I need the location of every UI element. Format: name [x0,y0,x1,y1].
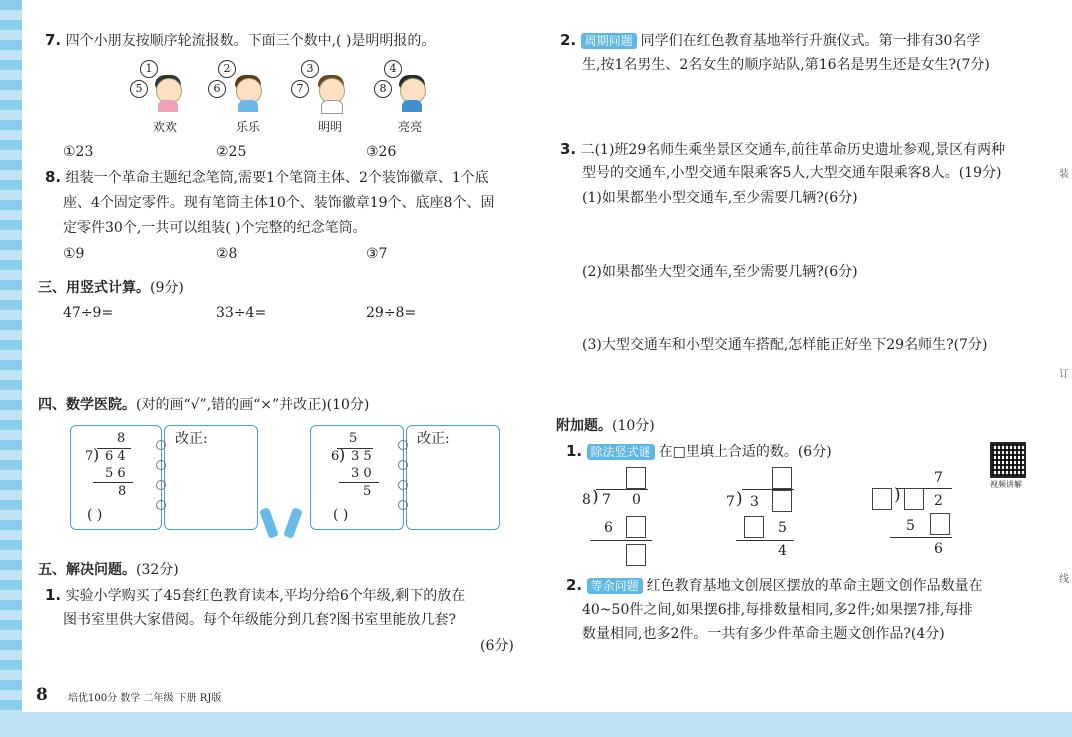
correction-label: 改正: [417,431,450,447]
answer-box[interactable] [904,488,924,510]
digit: 3 [750,494,759,510]
digit: 7 [934,470,943,486]
question-2-line2: 生,按1名男生、2名女生的顺序站队,第16名是男生还是女生?(7分) [582,57,990,73]
answer-box[interactable] [626,467,646,489]
digit: 6 [604,520,613,536]
divisor: 6 [331,449,340,464]
ring-icon [398,460,408,470]
topic-tag: 等余问题 [587,578,643,594]
answer-box[interactable] [626,516,646,538]
section-4-heading [38,396,369,414]
option-a: ①9 [63,246,85,262]
calc-item: 47÷9= [63,305,114,321]
ring-icon [398,500,408,510]
section-title: 附加题。 [556,418,612,434]
product: 5 6 [105,466,126,481]
question-number: 3. [560,140,577,158]
notebook-left-1: 8 7 ) 6 4 5 6 8 ( ) [70,425,162,530]
calc-item: 29÷8= [366,305,417,321]
answer-box[interactable] [772,490,792,512]
question-text: 二(1)班29名师生乘坐景区交通车,前往革命历史遗址参观,景区有两种 [580,142,1006,158]
number-bubble: 8 [374,80,392,98]
boy-icon [394,72,430,112]
ring-icon [398,480,408,490]
digit: 7 [602,492,611,508]
qr-label: 视频讲解 [990,480,1022,489]
section-score: (9分) [150,280,184,296]
ring-icon [398,440,408,450]
question-8-line1 [45,168,489,187]
footer-text: 培优100分 数学 二年级 下册 RJ版 [68,693,222,704]
question-3-sub3: (3)大型交通车和小型交通车搭配,怎样能正好坐下29名师生?(7分) [582,337,988,353]
answer-box[interactable] [930,513,950,535]
binding-label: 订 [1059,369,1069,380]
bonus-heading [556,417,655,435]
answer-box[interactable] [744,516,764,538]
qr-code-icon[interactable] [990,442,1026,478]
kid-name: 明明 [318,120,343,134]
question-3-line1 [560,140,1005,159]
bonus-q2-line2: 40~50件之间,如果摆6排,每排数量相同,多2件;如果摆7排,每排 [582,602,973,618]
option-b: ②25 [216,144,247,160]
sec5-q1-line2: 图书室里供大家借阅。每个年级能分到几套?图书室里能放几套? [63,612,457,628]
question-7 [45,31,435,50]
divisor: 7 [85,449,94,464]
binding-strip [1057,0,1072,712]
question-number: 2. [560,31,577,49]
notebook-right-1[interactable] [164,425,258,530]
question-text: 红色教育基地文创展区摆放的革命主题文创作品数量在 [646,578,983,594]
question-number: 2. [566,576,583,594]
option-a: ①23 [63,144,94,160]
section-title: 四、数学医院。 [38,397,136,413]
boy-icon [230,72,266,112]
digit: 5 [778,520,787,536]
quotient: 8 [117,431,126,446]
section-score: (32分) [136,562,179,578]
option-b: ②8 [216,246,238,262]
digit: 6 [934,541,943,557]
left-decorative-border [0,0,22,737]
binding-label: 装 [1059,169,1069,180]
number-bubble: 2 [218,60,236,78]
kid-name: 乐乐 [236,120,261,134]
number-bubble: 5 [130,80,148,98]
ring-icon [156,480,166,490]
notebook-left-2: 5 6 ) 3 5 3 0 5 ( ) [310,425,404,530]
section-title: 五、解决问题。 [38,562,136,578]
number-bubble: 1 [140,60,158,78]
product: 3 0 [351,466,372,481]
bonus-q2-line1 [566,576,983,595]
ring-icon [156,460,166,470]
question-3-sub1: (1)如果都坐小型交通车,至少需要几辆?(6分) [582,190,858,206]
question-number: 7. [45,31,62,49]
bonus-q2-line3: 数量相同,也多2件。一共有多少件革命主题文创作品?(4分) [582,626,945,642]
question-text: 在□里填上合适的数。(6分) [658,444,832,460]
section-5-heading [38,561,179,579]
answer-box[interactable] [626,544,646,566]
digit: 4 [778,543,787,559]
number-bubble: 3 [301,60,319,78]
section-score: (10分) [612,418,655,434]
topic-tag: 周期问题 [581,33,637,49]
bottom-border [0,712,1072,737]
quotient: 5 [349,431,358,446]
number-bubble: 4 [384,60,402,78]
option-c: ③7 [366,246,388,262]
question-number: 1. [45,586,62,604]
sec5-q1-line1 [45,586,465,605]
number-bubble: 6 [208,80,226,98]
kid-name: 欢欢 [153,120,178,134]
dividend: 6 4 [105,449,126,464]
question-text: 四个小朋友按顺序轮流报数。下面三个数中,( )是明明报的。 [65,33,436,49]
question-text: 组装一个革命主题纪念笔筒,需要1个笔筒主体、2个装饰徽章、1个底 [65,170,489,186]
section-3-heading [38,279,184,297]
answer-box[interactable] [872,488,892,510]
notebook-right-2[interactable] [406,425,500,530]
boy-icon [313,72,349,112]
kid-name: 亮亮 [398,120,423,134]
question-number: 8. [45,168,62,186]
option-c: ③26 [366,144,397,160]
binding-label: 线 [1059,574,1069,585]
question-2-line1 [560,31,980,50]
divisor: 8 [582,492,591,508]
question-8-line2: 座、4个固定零件。现有笔筒主体10个、装饰徽章19个、底座8个、固 [63,195,495,211]
section-title: 三、用竖式计算。 [38,280,150,296]
calc-item: 33÷4= [216,305,267,321]
ring-icon [156,500,166,510]
question-3-line2: 型号的交通车,小型交通车限乘客5人,大型交通车限乘客8人。(19分) [582,165,1002,181]
bonus-q1 [566,442,832,461]
topic-tag: 除法竖式谜 [587,444,655,460]
ring-icon [156,440,166,450]
question-text: 实验小学购买了45套红色教育读本,平均分给6个年级,剩下的放在 [65,588,466,604]
digit: 0 [632,492,641,508]
girl-icon [150,72,186,112]
remainder: 5 [363,484,372,499]
section-desc: (对的画“√”,错的画“×”并改正)(10分) [136,397,370,413]
correction-label: 改正: [175,431,208,447]
answer-box[interactable] [772,467,792,489]
sec5-q1-score: (6分) [480,638,514,654]
remainder: 8 [118,484,127,499]
question-3-sub2: (2)如果都坐大型交通车,至少需要几辆?(6分) [582,264,858,280]
divisor: 7 [726,494,735,510]
digit: 2 [934,493,943,509]
number-bubble: 7 [291,80,309,98]
question-text: 同学们在红色教育基地举行升旗仪式。第一排有30名学 [640,33,981,49]
question-number: 1. [566,442,583,460]
dividend: 3 5 [351,449,372,464]
page-number: 8 [36,685,48,705]
judge-blank[interactable]: ( ) [87,507,103,523]
question-8-line3: 定零件30个,一共可以组装( )个完整的纪念笔筒。 [63,220,367,236]
digit: 5 [906,518,915,534]
judge-blank[interactable]: ( ) [333,507,349,523]
